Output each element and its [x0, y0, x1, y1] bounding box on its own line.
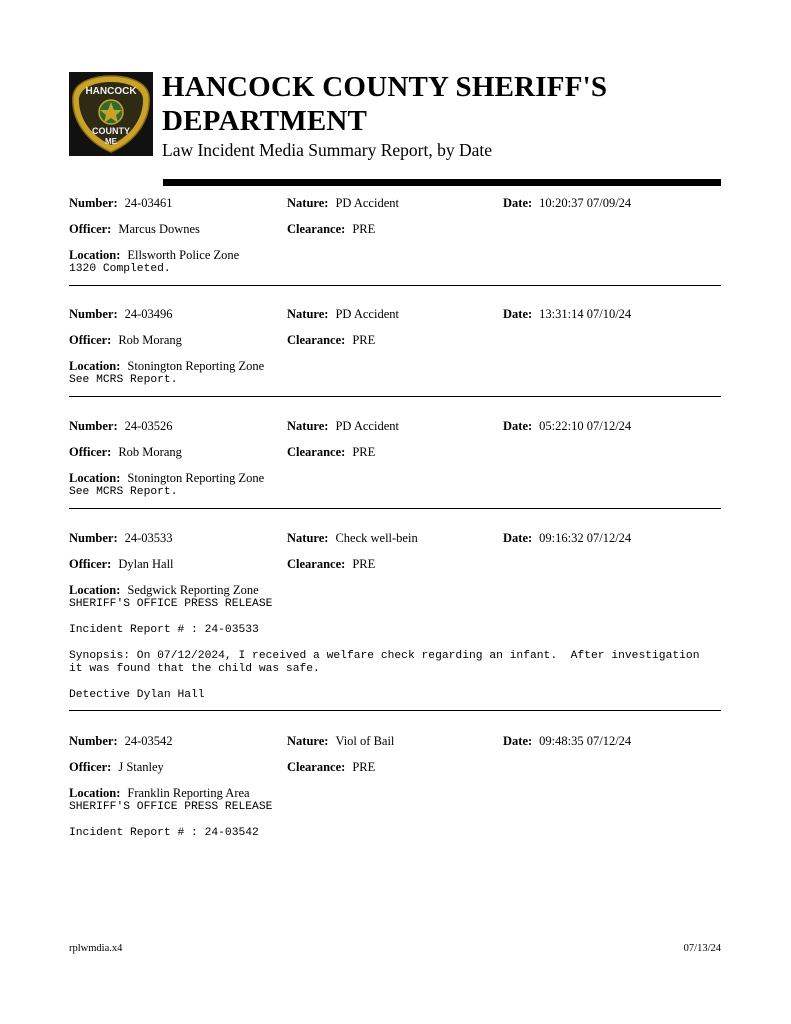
- incident-date: 09:48:35 07/12/24: [539, 734, 632, 748]
- incident-row-location: Location: Sedgwick Reporting Zone: [69, 583, 259, 597]
- footer-print-date: 07/13/24: [683, 943, 721, 954]
- incident-location: Stonington Reporting Zone: [127, 359, 265, 373]
- incident-number: 24-03533: [124, 531, 173, 545]
- incident-entry: [69, 306, 721, 387]
- incident-number: 24-03461: [124, 196, 173, 210]
- press-release-heading: SHERIFF'S OFFICE PRESS RELEASE: [69, 801, 273, 813]
- incident-clearance: PRE: [352, 760, 376, 774]
- incident-row-officer: Officer: Rob Morang Clearance: PRE: [69, 333, 376, 347]
- incident-clearance: PRE: [352, 222, 376, 236]
- incident-row-location: Location: Stonington Reporting Zone: [69, 471, 265, 485]
- incident-clearance: PRE: [352, 557, 376, 571]
- incident-row-officer: Officer: Dylan Hall Clearance: PRE: [69, 557, 376, 571]
- svg-text:COUNTY: COUNTY: [92, 126, 130, 136]
- incident-nature: PD Accident: [335, 419, 399, 433]
- incident-nature: PD Accident: [335, 196, 399, 210]
- incident-entry: [69, 195, 721, 276]
- incident-row-location: Location: Franklin Reporting Area: [69, 786, 250, 800]
- incident-row-primary: Number: 24-03496 Nature: PD Accident Date: 13:31:14 07/10/24: [69, 307, 632, 321]
- page-title: [162, 70, 607, 138]
- incident-row-officer: Officer: Marcus Downes Clearance: PRE: [69, 222, 376, 236]
- incident-clearance: PRE: [352, 333, 376, 347]
- incident-date: 10:20:37 07/09/24: [539, 196, 632, 210]
- incident-entry: [69, 530, 721, 702]
- incident-location: Franklin Reporting Area: [127, 786, 250, 800]
- title-line-2: DEPARTMENT: [162, 105, 368, 137]
- incident-divider: [69, 396, 721, 397]
- incident-divider: [69, 508, 721, 509]
- incident-note: 1320 Completed.: [69, 263, 171, 275]
- incident-report-number: Incident Report # : 24-03533: [69, 624, 259, 636]
- incident-note: See MCRS Report.: [69, 486, 178, 498]
- incident-number: 24-03542: [124, 734, 173, 748]
- incident-officer: Marcus Downes: [118, 222, 200, 236]
- incident-date: 09:16:32 07/12/24: [539, 531, 632, 545]
- incident-nature: Check well-bein: [335, 531, 418, 545]
- footer-report-id: rplwmdia.x4: [69, 943, 123, 954]
- incident-nature: PD Accident: [335, 307, 399, 321]
- svg-text:ME: ME: [105, 137, 117, 146]
- report-header: [69, 70, 721, 170]
- report-subtitle: Law Incident Media Summary Report, by Date: [162, 140, 492, 160]
- incident-entry: [69, 733, 721, 840]
- incident-location: Ellsworth Police Zone: [127, 248, 240, 262]
- incident-row-officer: Officer: J Stanley Clearance: PRE: [69, 760, 376, 774]
- incident-location: Stonington Reporting Zone: [127, 471, 265, 485]
- incident-row-location: Location: Ellsworth Police Zone: [69, 248, 240, 262]
- incident-location: Sedgwick Reporting Zone: [127, 583, 259, 597]
- press-release-heading: SHERIFF'S OFFICE PRESS RELEASE: [69, 598, 273, 610]
- incident-officer: Rob Morang: [118, 333, 182, 347]
- sheriff-badge-icon: [69, 72, 153, 156]
- incident-number: 24-03496: [124, 307, 173, 321]
- incident-officer: Rob Morang: [118, 445, 182, 459]
- incident-number: 24-03526: [124, 419, 173, 433]
- incident-entry: [69, 418, 721, 499]
- incident-date: 13:31:14 07/10/24: [539, 307, 632, 321]
- incident-row-location: Location: Stonington Reporting Zone: [69, 359, 265, 373]
- incident-nature: Viol of Bail: [335, 734, 395, 748]
- incident-row-primary: Number: 24-03533 Nature: Check well-bein Date: 09:16:32 07/12/24: [69, 531, 632, 545]
- incident-divider: [69, 285, 721, 286]
- incident-officer: Dylan Hall: [118, 557, 174, 571]
- incident-officer: J Stanley: [118, 760, 164, 774]
- incident-report-number: Incident Report # : 24-03542: [69, 827, 259, 839]
- incident-note: See MCRS Report.: [69, 374, 178, 386]
- incident-signature: Detective Dylan Hall: [69, 689, 205, 701]
- incident-row-primary: Number: 24-03461 Nature: PD Accident Date: 10:20:37 07/09/24: [69, 196, 632, 210]
- incident-synopsis: Synopsis: On 07/12/2024, I received a welfare check regarding an infant. After investigation it was found that the child was safe.: [69, 650, 700, 675]
- incident-row-primary: Number: 24-03526 Nature: PD Accident Date: 05:22:10 07/12/24: [69, 419, 632, 433]
- header-divider: [163, 179, 721, 186]
- incident-divider: [69, 710, 721, 711]
- incident-row-primary: Number: 24-03542 Nature: Viol of Bail Date: 09:48:35 07/12/24: [69, 734, 632, 748]
- svg-text:HANCOCK: HANCOCK: [85, 86, 137, 97]
- incident-row-officer: Officer: Rob Morang Clearance: PRE: [69, 445, 376, 459]
- title-line-1: HANCOCK COUNTY SHERIFF'S: [162, 71, 608, 103]
- incident-clearance: PRE: [352, 445, 376, 459]
- incident-date: 05:22:10 07/12/24: [539, 419, 632, 433]
